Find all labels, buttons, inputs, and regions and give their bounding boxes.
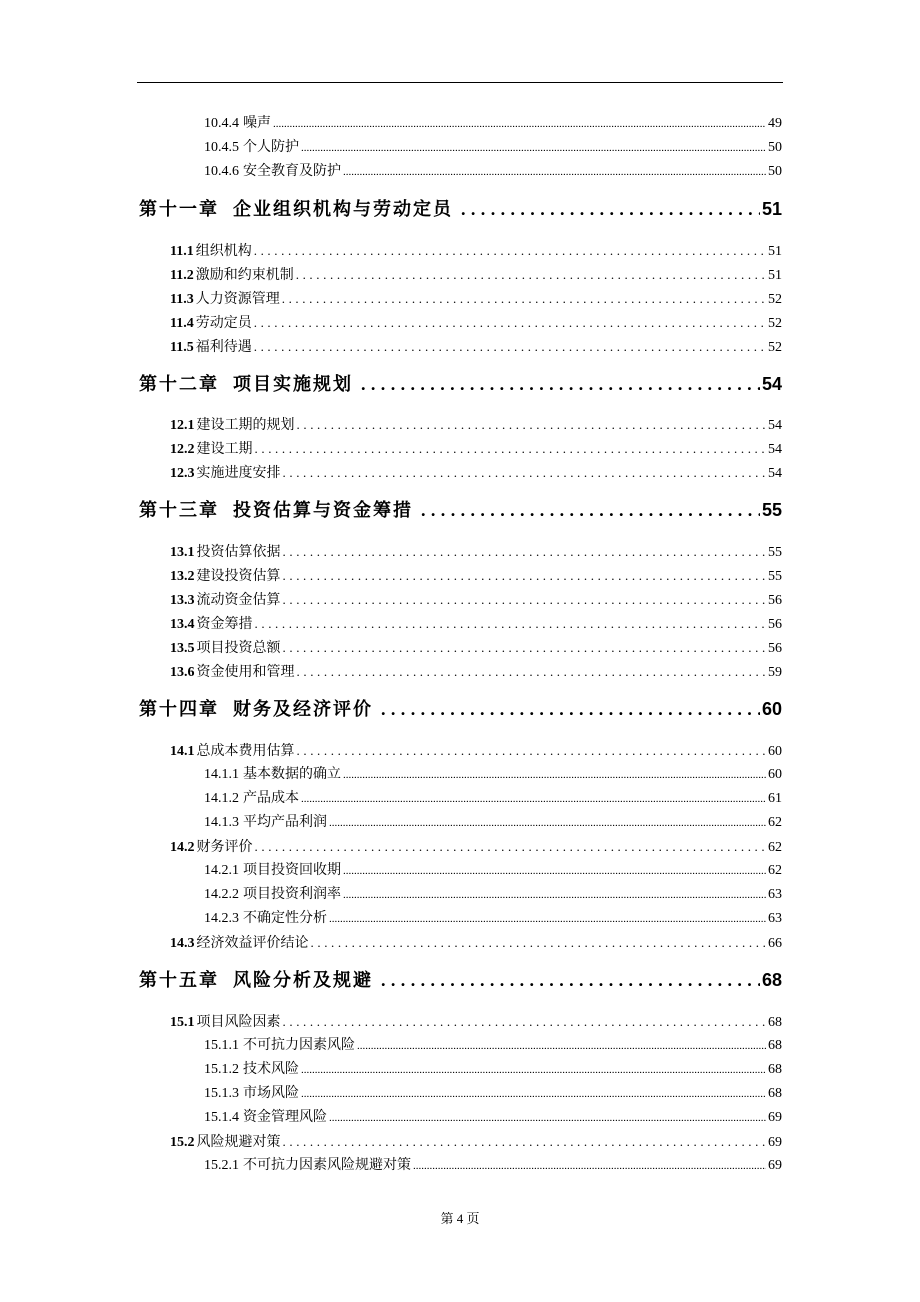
toc-entry-level-1[interactable] (139, 696, 782, 722)
toc-entry-page-number: 54 (768, 418, 782, 433)
toc-entry-level-2[interactable] (170, 566, 782, 586)
toc-entry-page-number: 55 (768, 545, 782, 560)
toc-entry-level-2[interactable] (170, 415, 782, 435)
toc-dot-leader (329, 813, 766, 833)
toc-entry-title: 劳动定员 (195, 316, 252, 331)
toc-entry-page-number: 52 (768, 292, 782, 307)
toc-entry-title: 项目投资利润率 (243, 887, 341, 902)
toc-entry-number: 第十一章 (139, 199, 219, 219)
toc-entry-number: 14.1.3 (204, 815, 239, 830)
toc-entry-title: 个人防护 (243, 140, 299, 155)
toc-entry-level-3[interactable] (204, 1036, 782, 1056)
toc-dot-leader (283, 463, 767, 483)
toc-entry-title: 资金管理风险 (243, 1110, 327, 1125)
toc-entry-page-number: 68 (768, 1086, 782, 1101)
toc-dot-leader (357, 1036, 766, 1056)
toc-entry-number: 10.4.5 (204, 140, 239, 155)
toc-entry-level-3[interactable] (204, 1060, 782, 1080)
toc-entry-page-number: 68 (768, 1038, 782, 1053)
toc-entry-title: 总成本费用估算 (196, 744, 295, 759)
toc-entry-number: 15.1.3 (204, 1086, 239, 1101)
toc-entry-title: 投资估算依据 (196, 545, 281, 560)
toc-entry-page-number: 56 (768, 641, 782, 656)
toc-entry-page-number: 69 (768, 1110, 782, 1125)
toc-entry-title: 组织机构 (195, 244, 252, 259)
toc-entry-level-2[interactable] (170, 337, 782, 357)
toc-entry-number: 第十四章 (139, 699, 219, 719)
toc-entry-title: 财务评价 (196, 840, 253, 855)
toc-entry-title: 风险分析及规避 (233, 970, 373, 990)
toc-entry-number: 12.1 (170, 418, 195, 433)
toc-dot-leader (255, 439, 767, 459)
toc-entry-number: 14.2.1 (204, 863, 239, 878)
toc-entry-number: 14.1.1 (204, 767, 239, 782)
toc-dot-leader (301, 1084, 766, 1104)
toc-dot-leader (283, 566, 767, 586)
toc-entry-title: 资金筹措 (196, 617, 253, 632)
toc-entry-page-number: 55 (768, 569, 782, 584)
toc-entry-title: 资金使用和管理 (196, 665, 295, 680)
toc-entry-level-2[interactable] (170, 933, 782, 953)
toc-dot-leader (381, 696, 760, 722)
toc-entry-page-number: 54 (768, 442, 782, 457)
toc-entry-title: 经济效益评价结论 (196, 936, 309, 951)
toc-dot-leader (413, 1156, 766, 1176)
toc-entry-number: 10.4.6 (204, 164, 239, 179)
toc-entry-title: 财务及经济评价 (233, 699, 373, 719)
toc-entry-number: 11.4 (170, 316, 194, 331)
toc-entry-level-2[interactable] (170, 439, 782, 459)
toc-entry-level-3[interactable] (204, 813, 782, 833)
toc-entry-page-number: 68 (768, 1062, 782, 1077)
toc-dot-leader (329, 909, 766, 929)
toc-entry-title: 基本数据的确立 (243, 767, 341, 782)
toc-entry-number: 15.1.4 (204, 1110, 239, 1125)
toc-entry-page-number: 63 (768, 911, 782, 926)
toc-entry-level-2[interactable] (170, 837, 782, 857)
toc-entry-level-2[interactable] (170, 638, 782, 658)
toc-entry-page-number: 54 (761, 374, 782, 394)
toc-entry-title: 实施进度安排 (196, 466, 281, 481)
toc-entry-page-number: 54 (768, 466, 782, 481)
toc-entry-title: 项目实施规划 (233, 374, 353, 394)
toc-entry-page-number: 50 (768, 164, 782, 179)
toc-entry-number: 13.1 (170, 545, 195, 560)
toc-dot-leader (297, 741, 767, 761)
toc-dot-leader (301, 138, 766, 158)
toc-entry-title: 建设投资估算 (196, 569, 281, 584)
toc-entry-page-number: 60 (768, 767, 782, 782)
toc-entry-page-number: 51 (768, 268, 782, 283)
toc-entry-level-3[interactable] (204, 861, 782, 881)
toc-entry-number: 10.4.4 (204, 116, 239, 131)
toc-entry-page-number: 56 (768, 617, 782, 632)
toc-dot-leader (343, 765, 766, 785)
toc-entry-page-number: 66 (768, 936, 782, 951)
toc-entry-number: 15.2.1 (204, 1158, 239, 1173)
toc-dot-leader (283, 542, 767, 562)
toc-dot-leader (254, 241, 766, 261)
toc-entry-number: 12.2 (170, 442, 195, 457)
toc-dot-leader (421, 497, 760, 523)
toc-dot-leader (343, 162, 766, 182)
toc-dot-leader (297, 662, 767, 682)
toc-entry-title: 流动资金估算 (196, 593, 281, 608)
toc-entry-level-2[interactable] (170, 662, 782, 682)
toc-entry-number: 11.3 (170, 292, 194, 307)
toc-dot-leader (301, 1060, 766, 1080)
toc-dot-leader (273, 114, 766, 134)
toc-entry-number: 第十二章 (139, 374, 219, 394)
toc-entry-level-2[interactable] (170, 741, 782, 761)
toc-entry-page-number: 62 (768, 815, 782, 830)
toc-entry-title: 产品成本 (243, 791, 299, 806)
toc-entry-title: 企业组织机构与劳动定员 (233, 199, 453, 219)
toc-entry-page-number: 55 (761, 500, 782, 520)
toc-entry-number: 15.2 (170, 1135, 195, 1150)
toc-entry-page-number: 63 (768, 887, 782, 902)
toc-dot-leader (461, 196, 760, 222)
toc-entry-title: 项目风险因素 (196, 1015, 281, 1030)
toc-dot-leader (343, 861, 766, 881)
toc-entry-title: 建设工期 (196, 442, 253, 457)
toc-entry-level-2[interactable] (170, 590, 782, 610)
toc-entry-number: 13.2 (170, 569, 195, 584)
toc-entry-level-1[interactable] (139, 196, 782, 222)
toc-entry-page-number: 62 (768, 840, 782, 855)
toc-entry-page-number: 61 (768, 791, 782, 806)
toc-entry-level-1[interactable] (139, 371, 782, 397)
toc-entry-level-3[interactable] (204, 765, 782, 785)
toc-entry-page-number: 50 (768, 140, 782, 155)
toc-entry-number: 14.2.3 (204, 911, 239, 926)
toc-entry-page-number: 62 (768, 863, 782, 878)
page-footer: 第 4 页 (440, 1211, 480, 1226)
toc-entry-title: 福利待遇 (195, 340, 252, 355)
toc-entry-level-3[interactable] (204, 1156, 782, 1176)
toc-entry-level-3[interactable] (204, 114, 782, 134)
toc-entry-page-number: 60 (768, 744, 782, 759)
toc-dot-leader (254, 313, 766, 333)
toc-dot-leader (283, 638, 767, 658)
toc-entry-page-number: 52 (768, 316, 782, 331)
toc-entry-level-2[interactable] (170, 614, 782, 634)
toc-entry-level-3[interactable] (204, 162, 782, 182)
toc-entry-title: 不可抗力因素风险 (243, 1038, 355, 1053)
toc-entry-page-number: 52 (768, 340, 782, 355)
toc-dot-leader (283, 590, 767, 610)
toc-dot-leader (329, 1108, 766, 1128)
toc-entry-number: 13.6 (170, 665, 195, 680)
toc-entry-title: 项目投资总额 (196, 641, 281, 656)
toc-entry-page-number: 68 (768, 1015, 782, 1030)
toc-dot-leader (361, 371, 760, 397)
toc-entry-level-2[interactable] (170, 241, 782, 261)
toc-entry-title: 不确定性分析 (243, 911, 327, 926)
toc-entry-title: 人力资源管理 (195, 292, 280, 307)
toc-entry-page-number: 56 (768, 593, 782, 608)
toc-entry-page-number: 68 (761, 970, 782, 990)
toc-entry-title: 技术风险 (243, 1062, 299, 1077)
toc-dot-leader (301, 789, 766, 809)
toc-entry-level-2[interactable] (170, 1012, 782, 1032)
toc-entry-level-1[interactable] (139, 967, 782, 993)
toc-entry-number: 15.1.2 (204, 1062, 239, 1077)
toc-dot-leader (311, 933, 767, 953)
toc-entry-number: 15.1.1 (204, 1038, 239, 1053)
toc-entry-page-number: 69 (768, 1135, 782, 1150)
toc-entry-title: 安全教育及防护 (243, 164, 341, 179)
toc-entry-level-3[interactable] (204, 789, 782, 809)
toc-entry-title: 激励和约束机制 (195, 268, 294, 283)
toc-dot-leader (282, 289, 766, 309)
toc-entry-level-2[interactable] (170, 542, 782, 562)
toc-entry-number: 11.2 (170, 268, 194, 283)
toc-entry-level-1[interactable] (139, 497, 782, 523)
toc-entry-number: 13.3 (170, 593, 195, 608)
toc-entry-page-number: 49 (768, 116, 782, 131)
toc-entry-level-2[interactable] (170, 463, 782, 483)
toc-dot-leader (255, 837, 767, 857)
toc-entry-level-3[interactable] (204, 885, 782, 905)
toc-entry-level-2[interactable] (170, 313, 782, 333)
toc-entry-title: 建设工期的规划 (196, 418, 295, 433)
toc-dot-leader (255, 614, 767, 634)
toc-entry-page-number: 51 (761, 199, 782, 219)
toc-entry-number: 11.5 (170, 340, 194, 355)
header-rule (137, 82, 783, 83)
toc-entry-title: 投资估算与资金筹措 (233, 500, 413, 520)
toc-dot-leader (381, 967, 760, 993)
toc-dot-leader (296, 265, 766, 285)
toc-entry-level-2[interactable] (170, 265, 782, 285)
toc-entry-title: 项目投资回收期 (243, 863, 341, 878)
toc-dot-leader (297, 415, 767, 435)
toc-entry-number: 13.5 (170, 641, 195, 656)
toc-entry-number: 14.3 (170, 936, 195, 951)
toc-entry-title: 平均产品利润 (243, 815, 327, 830)
toc-entry-level-3[interactable] (204, 138, 782, 158)
toc-entry-level-3[interactable] (204, 909, 782, 929)
toc-dot-leader (283, 1132, 767, 1152)
toc-entry-title: 市场风险 (243, 1086, 299, 1101)
toc-entry-number: 14.2.2 (204, 887, 239, 902)
toc-entry-title: 噪声 (243, 116, 271, 131)
toc-entry-level-2[interactable] (170, 1132, 782, 1152)
toc-dot-leader (343, 885, 766, 905)
toc-entry-page-number: 60 (761, 699, 782, 719)
toc-entry-number: 13.4 (170, 617, 195, 632)
toc-entry-number: 15.1 (170, 1015, 195, 1030)
toc-entry-number: 第十三章 (139, 500, 219, 520)
toc-entry-page-number: 51 (768, 244, 782, 259)
toc-entry-level-3[interactable] (204, 1108, 782, 1128)
toc-entry-number: 14.1 (170, 744, 195, 759)
toc-entry-number: 14.2 (170, 840, 195, 855)
toc-dot-leader (254, 337, 766, 357)
toc-entry-number: 14.1.2 (204, 791, 239, 806)
toc-entry-title: 不可抗力因素风险规避对策 (243, 1158, 411, 1173)
toc-entry-number: 11.1 (170, 244, 194, 259)
toc-entry-number: 12.3 (170, 466, 195, 481)
toc-entry-number: 第十五章 (139, 970, 219, 990)
toc-entry-page-number: 69 (768, 1158, 782, 1173)
toc-entry-level-3[interactable] (204, 1084, 782, 1104)
toc-entry-page-number: 59 (768, 665, 782, 680)
toc-entry-title: 风险规避对策 (196, 1135, 281, 1150)
toc-entry-level-2[interactable] (170, 289, 782, 309)
toc-dot-leader (283, 1012, 767, 1032)
